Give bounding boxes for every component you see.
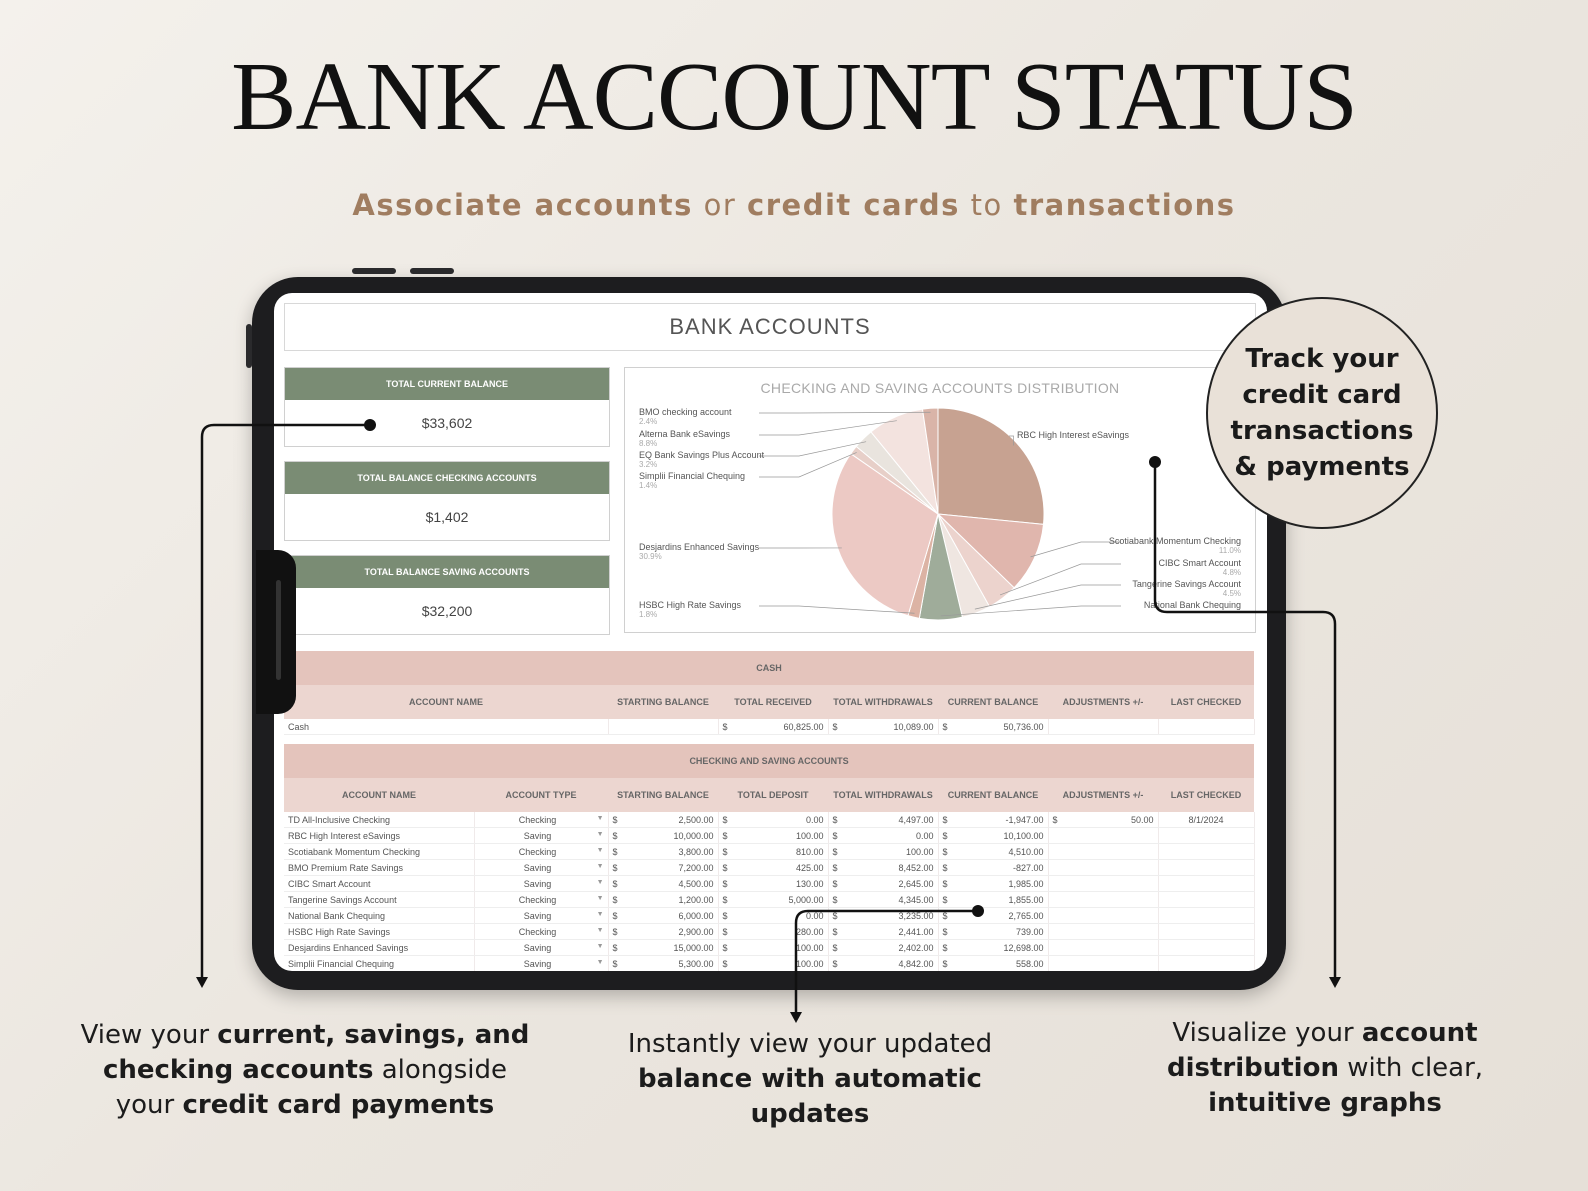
- amount: 558.00: [1015, 958, 1044, 969]
- amount: 425.00: [795, 862, 824, 873]
- card-value[interactable]: $33,602: [285, 400, 609, 446]
- pie-label: CIBC Smart Account: [1158, 558, 1241, 568]
- chevron-down-icon[interactable]: ▼: [596, 894, 604, 902]
- dollar-sign: $: [942, 910, 948, 921]
- dollar-sign: $: [612, 830, 618, 841]
- dollar-sign: $: [722, 814, 728, 825]
- chevron-down-icon[interactable]: ▼: [596, 830, 604, 838]
- card-value[interactable]: $1,402: [285, 494, 609, 540]
- amount: 10,000.00: [673, 830, 714, 841]
- callout-line: transactions: [1230, 416, 1414, 446]
- amount: 2,765.00: [1008, 910, 1044, 921]
- amount: 4,500.00: [678, 878, 714, 889]
- account-name-cell[interactable]: National Bank Chequing: [284, 908, 474, 924]
- column-header: ACCOUNT TYPE: [474, 778, 608, 812]
- chevron-down-icon[interactable]: ▼: [596, 926, 604, 934]
- account-type-value: Checking: [518, 926, 557, 937]
- dollar-sign: $: [612, 846, 618, 857]
- caption-line: [70, 1053, 540, 1088]
- dollar-sign: $: [612, 910, 618, 921]
- callout-line: & payments: [1234, 452, 1410, 482]
- amount: 100.00: [795, 942, 824, 953]
- amount: 2,500.00: [678, 814, 714, 825]
- dollar-sign: $: [612, 942, 618, 953]
- account-type-value: Saving: [523, 862, 552, 873]
- dollar-sign: $: [832, 926, 838, 937]
- dollar-sign: $: [722, 878, 728, 889]
- chevron-down-icon[interactable]: ▼: [596, 942, 604, 950]
- card-label: TOTAL CURRENT BALANCE: [285, 368, 609, 400]
- account-name-cell[interactable]: HSBC High Rate Savings: [284, 924, 474, 940]
- amount: -827.00: [1012, 862, 1044, 873]
- account-type-value: Saving: [523, 878, 552, 889]
- caption-text: with clear,: [1338, 1053, 1484, 1083]
- pie-percent: 30.9%: [639, 552, 662, 561]
- account-name-cell[interactable]: Scotiabank Momentum Checking: [284, 844, 474, 860]
- pie-label: Tangerine Savings Account: [1132, 579, 1241, 589]
- amount: 0.00: [805, 814, 824, 825]
- pie-label: Desjardins Enhanced Savings: [639, 542, 760, 552]
- account-name-cell[interactable]: Cash: [284, 719, 608, 735]
- caption-left: [70, 1018, 540, 1123]
- card-value[interactable]: $32,200: [285, 588, 609, 634]
- amount: 4,510.00: [1008, 846, 1044, 857]
- caption-bold: checking accounts: [102, 1055, 374, 1085]
- column-header: TOTAL WITHDRAWALS: [828, 778, 938, 812]
- amount: 5,000.00: [788, 894, 824, 905]
- dollar-sign: $: [942, 814, 948, 825]
- amount: 739.00: [1015, 926, 1044, 937]
- chevron-down-icon[interactable]: ▼: [596, 878, 604, 886]
- caption-bold: distribution: [1166, 1053, 1339, 1083]
- column-header: CURRENT BALANCE: [938, 685, 1048, 719]
- amount: 1,855.00: [1008, 894, 1044, 905]
- account-type-value: Checking: [518, 846, 557, 857]
- subtitle-light: or: [692, 188, 748, 222]
- account-name-cell[interactable]: Desjardins Enhanced Savings: [284, 940, 474, 956]
- amount: 12,698.00: [1003, 942, 1044, 953]
- amount: 1,985.00: [1008, 878, 1044, 889]
- callout-line: credit card: [1242, 380, 1402, 410]
- dollar-sign: $: [942, 862, 948, 873]
- column-header: STARTING BALANCE: [608, 778, 718, 812]
- amount: 15,000.00: [673, 942, 714, 953]
- chart-title: CHECKING AND SAVING ACCOUNTS DISTRIBUTION: [760, 380, 1120, 396]
- amount: 2,402.00: [898, 942, 934, 953]
- caption-line: [580, 1027, 1040, 1062]
- amount: 3,235.00: [898, 910, 934, 921]
- subtitle-bold: Associate accounts: [352, 188, 693, 222]
- amount: 2,900.00: [678, 926, 714, 937]
- amount: 8,452.00: [898, 862, 934, 873]
- dollar-sign: $: [832, 958, 838, 969]
- amount: -1,947.00: [1005, 814, 1044, 825]
- pie-percent: 2.4%: [639, 417, 658, 426]
- amount: 5,300.00: [678, 958, 714, 969]
- amount: 10,100.00: [1003, 830, 1044, 841]
- dollar-sign: $: [942, 894, 948, 905]
- dollar-sign: $: [832, 942, 838, 953]
- dollar-sign: $: [832, 862, 838, 873]
- caption-center: [580, 1027, 1040, 1132]
- caption-bold: current, savings, and: [217, 1020, 530, 1050]
- dollar-sign: $: [832, 894, 838, 905]
- account-type-value: Saving: [523, 942, 552, 953]
- amount: 100.00: [795, 830, 824, 841]
- pie-label: Simplii Financial Chequing: [639, 471, 746, 481]
- dollar-sign: $: [612, 926, 618, 937]
- dollar-sign: $: [832, 910, 838, 921]
- pie-label: EQ Bank Savings Plus Account: [639, 450, 765, 460]
- column-header: LAST CHECKED: [1158, 685, 1254, 719]
- column-header: TOTAL WITHDRAWALS: [828, 685, 938, 719]
- amount: 810.00: [795, 846, 824, 857]
- dollar-sign: $: [612, 958, 618, 969]
- account-name-cell[interactable]: Tangerine Savings Account: [284, 892, 474, 908]
- column-header: CURRENT BALANCE: [938, 778, 1048, 812]
- amount: 0.00: [805, 910, 824, 921]
- pie-percent: 8.8%: [639, 439, 658, 448]
- dollar-sign: $: [942, 926, 948, 937]
- dollar-sign: $: [722, 958, 728, 969]
- account-type-value: Checking: [518, 814, 557, 825]
- pie-percent: 4.5%: [1222, 589, 1241, 598]
- dollar-sign: $: [612, 862, 618, 873]
- account-type-value: Saving: [523, 830, 552, 841]
- dollar-sign: $: [942, 942, 948, 953]
- subtitle-bold: credit cards: [747, 188, 960, 222]
- chevron-down-icon[interactable]: ▼: [596, 862, 604, 870]
- column-header: STARTING BALANCE: [608, 685, 718, 719]
- caption-bold: updates: [750, 1099, 870, 1129]
- column-header: ACCOUNT NAME: [284, 685, 608, 719]
- checked-cell[interactable]: 8/1/2024: [1158, 812, 1254, 828]
- amount: 10,089.00: [893, 721, 934, 732]
- dollar-sign: $: [612, 814, 618, 825]
- column-header: TOTAL RECEIVED: [718, 685, 828, 719]
- pie-label: BMO checking account: [639, 407, 732, 417]
- dollar-sign: $: [722, 942, 728, 953]
- dollar-sign: $: [832, 814, 838, 825]
- amount: 100.00: [795, 958, 824, 969]
- dollar-sign: $: [942, 846, 948, 857]
- dollar-sign: $: [722, 926, 728, 937]
- caption-line: [70, 1018, 540, 1053]
- chevron-down-icon[interactable]: ▼: [596, 814, 604, 822]
- amount: 0.00: [915, 830, 934, 841]
- amount: 50.00: [1130, 814, 1154, 825]
- dollar-sign: $: [1052, 814, 1058, 825]
- caption-line: [1090, 1086, 1560, 1121]
- dollar-sign: $: [612, 878, 618, 889]
- amount: 7,200.00: [678, 862, 714, 873]
- caption-text: your: [115, 1090, 183, 1120]
- amount: 3,800.00: [678, 846, 714, 857]
- dollar-sign: $: [942, 878, 948, 889]
- page-title: BANK ACCOUNT STATUS: [231, 43, 1357, 151]
- dollar-sign: $: [722, 830, 728, 841]
- pie-label: RBC High Interest eSavings: [1016, 430, 1129, 440]
- dollar-sign: $: [612, 894, 618, 905]
- dollar-sign: $: [832, 878, 838, 889]
- card-label: TOTAL BALANCE CHECKING ACCOUNTS: [285, 462, 609, 494]
- card-label: TOTAL BALANCE SAVING ACCOUNTS: [285, 556, 609, 588]
- dollar-sign: $: [942, 830, 948, 841]
- dollar-sign: $: [832, 830, 838, 841]
- pie-percent: 1.8%: [639, 610, 658, 619]
- callout-line: Track your: [1245, 344, 1399, 374]
- caption-bold: account: [1361, 1018, 1478, 1048]
- amount: 50,736.00: [1003, 721, 1044, 732]
- amount: 4,497.00: [898, 814, 934, 825]
- caption-line: [580, 1062, 1040, 1097]
- account-name-cell[interactable]: BMO Premium Rate Savings: [284, 860, 474, 876]
- amount: 1,200.00: [678, 894, 714, 905]
- caption-bold: balance with automatic: [638, 1064, 982, 1094]
- caption-line: [1090, 1051, 1560, 1086]
- amount: 280.00: [795, 926, 824, 937]
- dollar-sign: $: [722, 862, 728, 873]
- dollar-sign: $: [942, 958, 948, 969]
- caption-text: Instantly view your updated: [627, 1029, 993, 1059]
- account-name-cell[interactable]: Simplii Financial Chequing: [284, 956, 474, 972]
- column-header: ADJUSTMENTS +/-: [1048, 778, 1158, 812]
- amount: 100.00: [905, 846, 934, 857]
- sheet-title: BANK ACCOUNTS: [284, 303, 1256, 351]
- pie-label: Alterna Bank eSavings: [639, 429, 731, 439]
- dollar-sign: $: [832, 721, 838, 732]
- amount: 4,842.00: [898, 958, 934, 969]
- caption-line: [70, 1088, 540, 1123]
- account-name-cell[interactable]: CIBC Smart Account: [284, 876, 474, 892]
- account-type-value: Saving: [523, 910, 552, 921]
- subtitle-light: to: [959, 188, 1014, 222]
- caption-text: View your: [80, 1020, 218, 1050]
- column-header: LAST CHECKED: [1158, 778, 1254, 812]
- caption-bold: intuitive graphs: [1208, 1088, 1442, 1118]
- amount: 6,000.00: [678, 910, 714, 921]
- cash-band: CASH: [284, 651, 1254, 685]
- chevron-down-icon[interactable]: ▼: [596, 910, 604, 918]
- caption-line: [580, 1097, 1040, 1132]
- pie-percent: 1.4%: [639, 481, 658, 490]
- account-name-cell[interactable]: RBC High Interest eSavings: [284, 828, 474, 844]
- dollar-sign: $: [722, 846, 728, 857]
- pie-percent: 11.0%: [1218, 546, 1241, 555]
- pie-label: National Bank Chequing: [1143, 600, 1241, 610]
- caption-text: alongside: [373, 1055, 508, 1085]
- amount: 4,345.00: [898, 894, 934, 905]
- amount: 130.00: [795, 878, 824, 889]
- caption-right: [1090, 1016, 1560, 1121]
- caption-text: Visualize your: [1172, 1018, 1362, 1048]
- dollar-sign: $: [722, 910, 728, 921]
- caption-line: [1090, 1016, 1560, 1051]
- pie-percent: 3.2%: [639, 460, 658, 469]
- pie-percent: 4.8%: [1222, 568, 1241, 577]
- column-header: ACCOUNT NAME: [284, 778, 474, 812]
- amount: 2,441.00: [898, 926, 934, 937]
- account-name-cell[interactable]: TD All-Inclusive Checking: [284, 812, 474, 828]
- amount: 2,645.00: [898, 878, 934, 889]
- dollar-sign: $: [722, 721, 728, 732]
- dollar-sign: $: [942, 721, 948, 732]
- account-type-value: Saving: [523, 958, 552, 969]
- pie-label: Scotiabank Momentum Checking: [1108, 536, 1241, 546]
- account-type-value: Checking: [518, 894, 557, 905]
- chevron-down-icon[interactable]: ▼: [596, 846, 604, 854]
- column-header: TOTAL DEPOSIT: [718, 778, 828, 812]
- amount: 60,825.00: [783, 721, 824, 732]
- dollar-sign: $: [722, 894, 728, 905]
- caption-bold: credit card payments: [182, 1090, 495, 1120]
- accounts-band: CHECKING AND SAVING ACCOUNTS: [284, 744, 1254, 778]
- pie-label: HSBC High Rate Savings: [639, 600, 742, 610]
- column-header: ADJUSTMENTS +/-: [1048, 685, 1158, 719]
- dollar-sign: $: [832, 846, 838, 857]
- chevron-down-icon[interactable]: ▼: [596, 958, 604, 966]
- subtitle-bold: transactions: [1013, 188, 1236, 222]
